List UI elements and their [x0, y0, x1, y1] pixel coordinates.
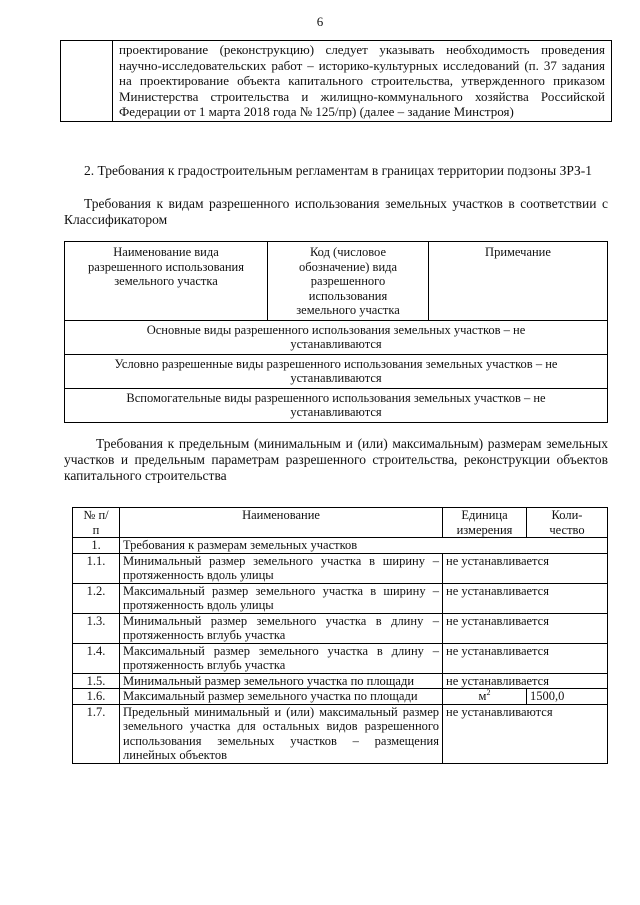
table-cell: Основные виды разрешенного использования земельных участков – не устанавливаются	[65, 320, 608, 354]
table-row	[65, 388, 608, 422]
row-value: не устанавливаются	[443, 704, 608, 763]
parameters-table	[72, 507, 608, 764]
row-number: 1.1.	[73, 553, 120, 583]
table-row	[73, 673, 608, 689]
section-title: Требования к размерам земельных участков	[120, 538, 608, 554]
table-row	[65, 354, 608, 388]
row-name: Минимальный размер земельного участка в ширину – протяженность вдоль улицы	[120, 553, 443, 583]
header-name: Наименование	[120, 508, 443, 538]
row-number: 1.6.	[73, 689, 120, 705]
table-row	[73, 643, 608, 673]
row-value: не устанавливается	[443, 553, 608, 583]
row-name: Предельный минимальный и (или) максимальный размер земельного участка для остальных видов разрешенного использования земельных участков – размещения линейных объектов	[120, 704, 443, 763]
table-row	[73, 583, 608, 613]
header-qty: Коли-чество	[527, 508, 608, 538]
row-name: Максимальный размер земельного участка в ширину – протяженность вдоль улицы	[120, 583, 443, 613]
fragment-text: проектирование (реконструкцию) следует указывать необходимость проведения научно-исследовательских работ – историко-культурных исследований (п. 37 задания на проектирование объекта капитального строительства, утвержденного приказом Министерства строительства и жилищно-коммунального хозяйства Российской Федерации от 1 марта 2018 года № 125/пр) (далее – задание Минстроя)	[113, 41, 612, 122]
table-cell: Условно разрешенные виды разрешенного использования земельных участков – не устанавливаются	[65, 354, 608, 388]
section-subheading: Требования к видам разрешенного использования земельных участков в соответствии с Классификатором	[64, 196, 608, 227]
header-cell: Код (числовое обозначение) вида разрешенного использования земельного участка	[268, 242, 429, 321]
continued-table-fragment	[60, 40, 612, 122]
unit-base: м	[478, 689, 487, 703]
row-number: 1.7.	[73, 704, 120, 763]
row-number: 1.5.	[73, 673, 120, 689]
row-number: 1.2.	[73, 583, 120, 613]
row-number: 1.4.	[73, 643, 120, 673]
page-number: 6	[316, 14, 324, 29]
row-number: 1.	[73, 538, 120, 554]
empty-cell	[61, 41, 113, 122]
section-heading: 2. Требования к градостроительным регламентам в границах территории подзоны ЗРЗ-1	[84, 163, 593, 178]
limits-paragraph: Требования к предельным (минимальным и (или) максимальным) размерам земельных участков и предельным параметрам разрешенного строительства, реконструкции объектов капитального строительства	[64, 436, 608, 483]
row-value: не устанавливается	[443, 613, 608, 643]
row-qty: 1500,0	[527, 689, 608, 705]
table-row	[73, 613, 608, 643]
table-row	[73, 553, 608, 583]
header-unit: Единица измерения	[443, 508, 527, 538]
row-name: Минимальный размер земельного участка по площади	[120, 673, 443, 689]
table-header-row	[65, 242, 608, 321]
header-cell: Наименование вида разрешенного использования земельного участка	[65, 242, 268, 321]
table-row	[73, 689, 608, 705]
unit-superscript: 2	[486, 687, 491, 697]
header-num: № п/п	[73, 508, 120, 538]
table-header-row	[73, 508, 608, 538]
row-value: не устанавливается	[443, 583, 608, 613]
row-name: Минимальный размер земельного участка в длину – протяженность вглубь участка	[120, 613, 443, 643]
table-cell: Вспомогательные виды разрешенного использования земельных участков – не устанавливаются	[65, 388, 608, 422]
header-cell: Примечание	[429, 242, 608, 321]
permitted-use-types-table	[64, 241, 608, 423]
table-row	[65, 320, 608, 354]
row-value: не устанавливается	[443, 673, 608, 689]
row-value: не устанавливается	[443, 643, 608, 673]
row-name: Максимальный размер земельного участка в длину – протяженность вглубь участка	[120, 643, 443, 673]
row-name: Максимальный размер земельного участка по площади	[120, 689, 443, 705]
table-section-row	[73, 538, 608, 554]
row-number: 1.3.	[73, 613, 120, 643]
row-unit	[443, 689, 527, 705]
table-row	[73, 704, 608, 763]
